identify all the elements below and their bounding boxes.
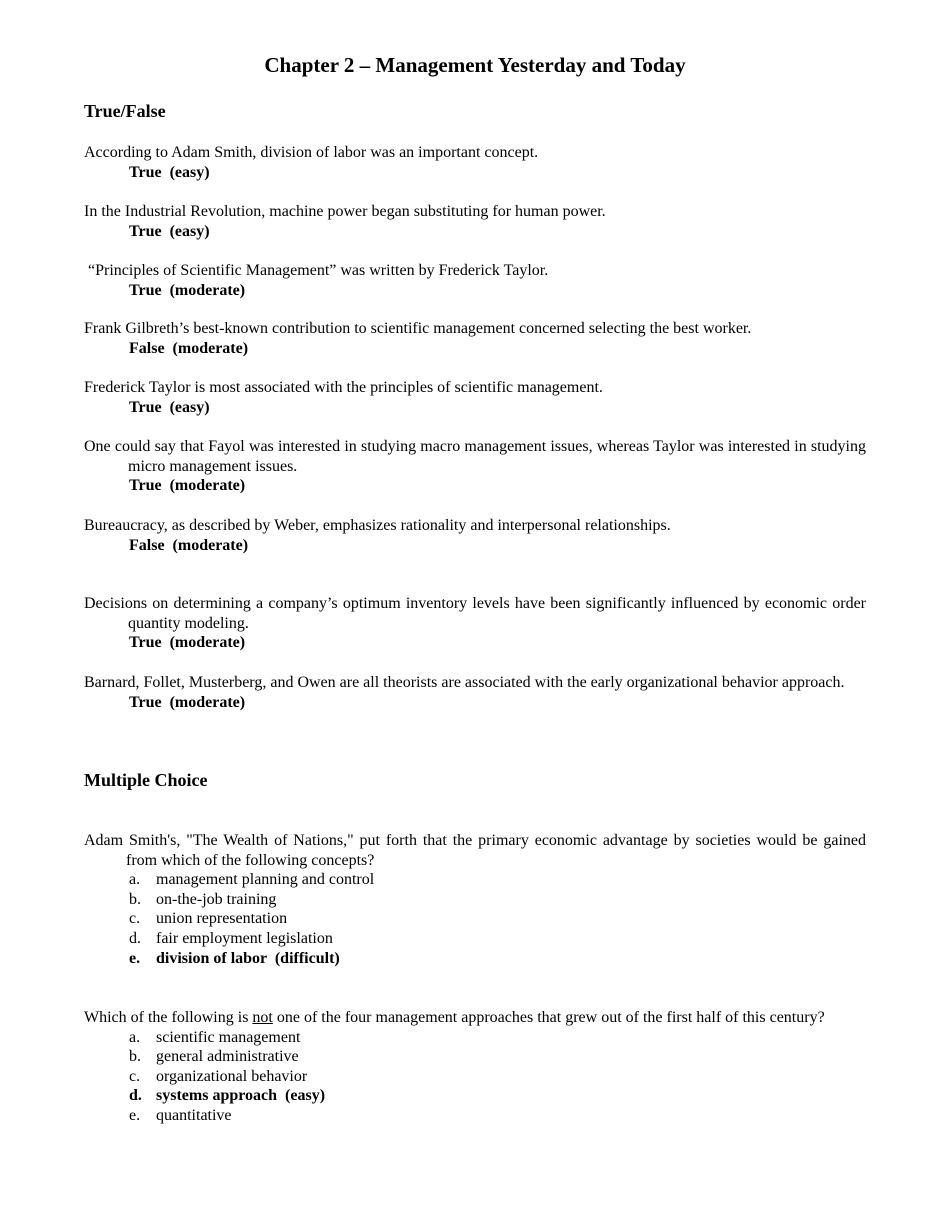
option-text: quantitative [156, 1106, 232, 1124]
option-letter: d. [129, 1087, 142, 1105]
answer-key [84, 281, 866, 301]
question-stem: According to Adam Smith, division of labor was an important concept. [84, 144, 539, 161]
answer-value: True [129, 222, 162, 240]
difficulty: (moderate) [172, 536, 249, 554]
difficulty: (moderate) [169, 693, 246, 711]
answer-key [84, 339, 866, 359]
option-letter: c. [129, 1067, 141, 1085]
question-stem: In the Industrial Revolution, machine power began substituting for human power. [84, 203, 606, 220]
question-stem: “Principles of Scientific Management” was written by Frederick Taylor. [84, 262, 549, 279]
option [84, 1047, 866, 1067]
answer-value: False [129, 536, 165, 554]
question-stem: One could say that Fayol was interested in studying macro management issues, whereas Taylor was interested in studying micro management issues. [84, 438, 866, 475]
option-correct [84, 1086, 866, 1106]
answer-key [84, 222, 866, 242]
option-text: scientific management [156, 1028, 301, 1046]
option-letter: a. [129, 871, 141, 889]
answer-key [84, 398, 866, 418]
tf-question [84, 202, 866, 241]
option [84, 870, 866, 890]
tf-question [84, 437, 866, 496]
option-correct [84, 949, 866, 969]
tf-question [84, 319, 866, 358]
answer-key [84, 693, 866, 713]
answer-value: True [129, 693, 162, 711]
answer-value: True [129, 163, 162, 181]
option [84, 890, 866, 910]
option [84, 909, 866, 929]
tf-question [84, 516, 866, 555]
option-text: organizational behavior [156, 1067, 308, 1085]
answer-value: True [129, 634, 162, 652]
question-stem: Barnard, Follet, Musterberg, and Owen are all theorists are associated with the early organizational behavior approach. [84, 674, 845, 691]
option [84, 1067, 866, 1087]
difficulty: (easy) [169, 398, 210, 416]
answer-value: True [129, 398, 162, 416]
answer-value: True [129, 281, 162, 299]
tf-question [84, 261, 866, 300]
section-heading-true-false: True/False [84, 101, 166, 121]
option-text: systems approach (easy) [156, 1087, 326, 1105]
question-stem: Decisions on determining a company’s optimum inventory levels have been significantly influenced by economic order quantity modeling. [84, 595, 866, 632]
option-letter: e. [129, 949, 141, 967]
option-letter: b. [129, 1048, 141, 1066]
question-stem: Frederick Taylor is most associated with the principles of scientific management. [84, 379, 603, 396]
stem-text: one of the four management approaches that grew out of the first half of this century? [272, 1009, 825, 1026]
page-title: Chapter 2 – Management Yesterday and Today [264, 53, 686, 77]
option-letter: b. [129, 890, 141, 908]
tf-question [84, 143, 866, 182]
answer-key [84, 163, 866, 183]
answer-key [84, 476, 866, 496]
difficulty: (easy) [169, 222, 210, 240]
tf-question [84, 673, 866, 712]
mc-question [84, 1008, 866, 1126]
difficulty: (easy) [169, 163, 210, 181]
answer-key [84, 536, 866, 556]
option-text: management planning and control [156, 871, 375, 889]
option-text: division of labor (difficult) [156, 949, 340, 967]
difficulty: (moderate) [169, 477, 246, 495]
option [84, 1106, 866, 1126]
answer-value: False [129, 339, 165, 357]
tf-question [84, 594, 866, 653]
question-stem: Frank Gilbreth’s best-known contribution to scientific management concerned selecting the best worker. [84, 320, 752, 337]
difficulty: (moderate) [169, 281, 246, 299]
question-stem: Bureaucracy, as described by Weber, emphasizes rationality and interpersonal relationships. [84, 517, 671, 534]
stem-text: Which of the following is [84, 1009, 253, 1026]
difficulty: (moderate) [172, 339, 249, 357]
option-letter: e. [129, 1106, 141, 1124]
answer-key [84, 633, 866, 653]
option-letter: a. [129, 1028, 141, 1046]
option-text: fair employment legislation [156, 929, 333, 947]
answer-value: True [129, 477, 162, 495]
option-letter: c. [129, 910, 141, 928]
stem-emphasis: not [252, 1009, 273, 1026]
option [84, 1028, 866, 1048]
tf-question [84, 378, 866, 417]
difficulty: (moderate) [169, 634, 246, 652]
question-stem [84, 1008, 866, 1028]
mc-question [84, 831, 866, 968]
option-letter: d. [129, 929, 141, 947]
option-text: general administrative [156, 1048, 299, 1066]
option-text: union representation [156, 910, 288, 928]
option-text: on-the-job training [156, 890, 277, 908]
question-stem: Adam Smith's, "The Wealth of Nations," put forth that the primary economic advantage by societies would be gained from which of the following concepts? [84, 832, 866, 869]
option [84, 929, 866, 949]
section-heading-multiple-choice: Multiple Choice [84, 770, 208, 790]
